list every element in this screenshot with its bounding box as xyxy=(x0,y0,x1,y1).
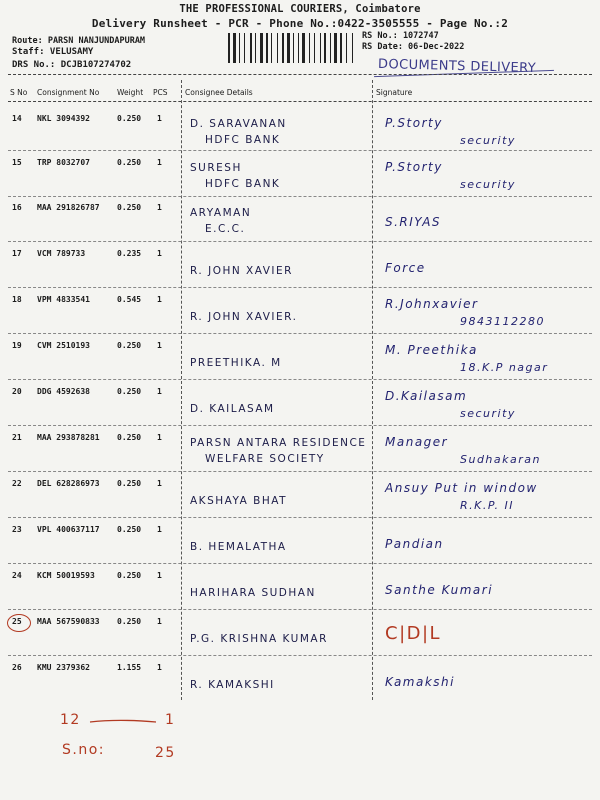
barcode-bar xyxy=(309,33,310,63)
recipient-signature: M. Preethika xyxy=(385,343,478,357)
row-sno: 19 xyxy=(12,341,22,350)
consignee-column-divider xyxy=(181,80,182,700)
barcode-bar xyxy=(320,33,321,63)
header-divider-bottom xyxy=(8,101,592,102)
barcode-bar xyxy=(277,33,278,63)
barcode-bar xyxy=(334,33,337,63)
row-weight: 0.250 xyxy=(117,387,142,396)
barcode-bar xyxy=(228,33,230,63)
row-pcs: 1 xyxy=(157,387,162,396)
row-weight: 0.250 xyxy=(117,433,142,442)
barcode-bar xyxy=(302,33,305,63)
row-pcs: 1 xyxy=(157,158,162,167)
row-consignment-number: CVM 2510193 xyxy=(37,341,90,350)
recipient-signature-note: Sudhakaran xyxy=(460,453,541,466)
row-consignment-number: NKL 3094392 xyxy=(37,114,90,123)
rs-number: RS No.: 1072747 xyxy=(362,31,439,41)
row-divider xyxy=(8,287,592,288)
runsheet-subtitle: Delivery Runsheet - PCR - Phone No.:0422-3505555 - Page No.:2 xyxy=(91,17,509,30)
barcode-bar xyxy=(282,33,284,63)
row-pcs: 1 xyxy=(157,479,162,488)
recipient-signature: Santhe Kumari xyxy=(385,583,494,597)
row-pcs: 1 xyxy=(157,341,162,350)
row-consignment-number: VPM 4833541 xyxy=(37,295,90,304)
row-weight: 0.250 xyxy=(117,617,142,626)
footer-sno-label: S.no: xyxy=(62,742,105,758)
consignee-name: R. JOHN XAVIER. xyxy=(190,311,298,323)
recipient-signature: P.Storty xyxy=(385,160,443,174)
row-weight: 0.250 xyxy=(117,341,142,350)
company-title: THE PROFESSIONAL COURIERS, Coimbatore xyxy=(179,3,421,15)
consignee-detail: HDFC BANK xyxy=(205,134,281,146)
row-sno: 24 xyxy=(12,571,22,580)
consignee-name: HARIHARA SUDHAN xyxy=(190,587,316,599)
recipient-signature: D.Kailasam xyxy=(385,389,468,403)
recipient-signature: P.Storty xyxy=(385,116,443,130)
footer-note-right-number: 1 xyxy=(165,712,176,728)
consignee-name: SURESH xyxy=(190,162,242,174)
row-weight: 0.250 xyxy=(117,203,142,212)
barcode-bar xyxy=(271,33,272,63)
row-divider xyxy=(8,609,592,610)
row-consignment-number: DDG 4592638 xyxy=(37,387,90,396)
recipient-signature-note: security xyxy=(460,134,516,147)
row-sno: 21 xyxy=(12,433,22,442)
row-divider xyxy=(8,150,592,151)
consignee-name: R. KAMAKSHI xyxy=(190,679,275,691)
column-header-pcs: PCS xyxy=(153,88,168,97)
row-weight: 0.545 xyxy=(117,295,142,304)
recipient-signature: R.Johnxavier xyxy=(385,297,479,311)
row-weight: 1.155 xyxy=(117,663,142,672)
recipient-signature: Kamakshi xyxy=(385,675,455,689)
row-divider xyxy=(8,425,592,426)
row-divider xyxy=(8,196,592,197)
documents-delivery-stamp: DOCUMENTS DELIVERY xyxy=(377,56,537,77)
rs-date: RS Date: 06-Dec-2022 xyxy=(362,42,465,52)
column-header-sno: S No xyxy=(10,88,28,97)
row-consignment-number: MAA 291826787 xyxy=(37,203,100,212)
recipient-signature-note: 18.K.P nagar xyxy=(460,361,549,374)
row-weight: 0.250 xyxy=(117,525,142,534)
recipient-signature-note: security xyxy=(460,178,516,191)
consignee-detail: WELFARE SOCIETY xyxy=(205,453,325,465)
barcode-bar xyxy=(250,33,252,63)
row-sno: 26 xyxy=(12,663,22,672)
row-divider xyxy=(8,241,592,242)
recipient-signature: Pandian xyxy=(385,537,444,551)
row-weight: 0.250 xyxy=(117,479,142,488)
row-pcs: 1 xyxy=(157,525,162,534)
recipient-signature: S.RIYAS xyxy=(385,215,442,229)
row-sno: 14 xyxy=(12,114,22,123)
row-divider xyxy=(8,333,592,334)
recipient-signature: Manager xyxy=(385,435,449,449)
row-sno: 15 xyxy=(12,158,22,167)
consignee-name: D. KAILASAM xyxy=(190,403,275,415)
row-pcs: 1 xyxy=(157,571,162,580)
row-pcs: 1 xyxy=(157,114,162,123)
row-sno: 17 xyxy=(12,249,22,258)
recipient-signature: Ansuy Put in window xyxy=(385,481,538,495)
consignee-name: AKSHAYA BHAT xyxy=(190,495,287,507)
footer-note-dash xyxy=(88,716,158,726)
recipient-signature-note: security xyxy=(460,407,516,420)
row-consignment-number: VPL 400637117 xyxy=(37,525,100,534)
column-header-weight: Weight xyxy=(117,88,144,97)
column-header-consignee: Consignee Details xyxy=(185,88,253,97)
barcode-bar xyxy=(314,33,315,63)
barcode-bar xyxy=(352,33,353,63)
barcode-bar xyxy=(239,33,240,63)
barcode-bar xyxy=(287,33,290,63)
row-divider xyxy=(8,517,592,518)
barcode-bar xyxy=(330,33,331,63)
barcode-bar xyxy=(324,33,326,63)
row-weight: 0.250 xyxy=(117,571,142,580)
row-consignment-number: MAA 567590833 xyxy=(37,617,100,626)
barcode-bar xyxy=(298,33,299,63)
consignee-name: B. HEMALATHA xyxy=(190,541,287,553)
barcode-bar xyxy=(293,33,294,63)
row-consignment-number: TRP 8032707 xyxy=(37,158,90,167)
barcode-bar xyxy=(346,33,347,63)
footer-sno-value: 25 xyxy=(155,745,176,761)
barcode-bar xyxy=(255,33,256,63)
consignee-name: R. JOHN XAVIER xyxy=(190,265,293,277)
row-sno: 25 xyxy=(12,617,22,626)
barcode-bar xyxy=(233,33,236,63)
barcode-bar xyxy=(266,33,268,63)
barcode-bar xyxy=(244,33,245,63)
row-consignment-number: VCM 789733 xyxy=(37,249,86,258)
drs-number: DRS No.: DCJB107274702 xyxy=(12,60,132,70)
consignee-detail: HDFC BANK xyxy=(205,178,281,190)
row-consignment-number: KCM 50019593 xyxy=(37,571,95,580)
row-sno: 18 xyxy=(12,295,22,304)
recipient-signature-note: 9843112280 xyxy=(460,315,545,328)
row-divider xyxy=(8,655,592,656)
row-divider xyxy=(8,563,592,564)
row-pcs: 1 xyxy=(157,663,162,672)
row-pcs: 1 xyxy=(157,203,162,212)
recipient-signature: Force xyxy=(385,261,426,275)
consignee-name: PARSN ANTARA RESIDENCE xyxy=(190,437,367,449)
recipient-signature-note: R.K.P. II xyxy=(460,499,514,512)
row-pcs: 1 xyxy=(157,433,162,442)
recipient-signature: C|D|L xyxy=(385,623,442,644)
column-header-consignment: Consignment No xyxy=(37,88,100,97)
row-sno: 22 xyxy=(12,479,22,488)
row-divider xyxy=(8,379,592,380)
header-divider-top xyxy=(8,74,592,75)
route-label: Route: PARSN NANJUNDAPURAM xyxy=(12,36,146,46)
barcode-bar xyxy=(260,33,263,63)
row-pcs: 1 xyxy=(157,249,162,258)
consignee-name: D. SARAVANAN xyxy=(190,118,287,130)
row-consignment-number: DEL 628286973 xyxy=(37,479,100,488)
row-sno: 20 xyxy=(12,387,22,396)
consignee-detail: E.C.C. xyxy=(205,223,246,235)
consignee-name: ARYAMAN xyxy=(190,207,252,219)
row-sno: 23 xyxy=(12,525,22,534)
sno-circle-mark xyxy=(7,614,31,632)
row-pcs: 1 xyxy=(157,617,162,626)
footer-note-left-number: 12 xyxy=(60,712,81,728)
row-divider xyxy=(8,471,592,472)
staff-label: Staff: VELUSAMY xyxy=(12,47,94,57)
row-sno: 16 xyxy=(12,203,22,212)
column-header-signature: Signature xyxy=(376,88,413,97)
consignee-name: P.G. KRISHNA KUMAR xyxy=(190,633,328,645)
barcode-bar xyxy=(340,33,342,63)
row-weight: 0.250 xyxy=(117,114,142,123)
signature-column-divider xyxy=(372,80,373,700)
barcode-image xyxy=(228,33,356,63)
row-consignment-number: KMU 2379362 xyxy=(37,663,90,672)
row-weight: 0.235 xyxy=(117,249,142,258)
consignee-name: PREETHIKA. M xyxy=(190,357,282,369)
row-weight: 0.250 xyxy=(117,158,142,167)
row-pcs: 1 xyxy=(157,295,162,304)
row-consignment-number: MAA 293878281 xyxy=(37,433,100,442)
